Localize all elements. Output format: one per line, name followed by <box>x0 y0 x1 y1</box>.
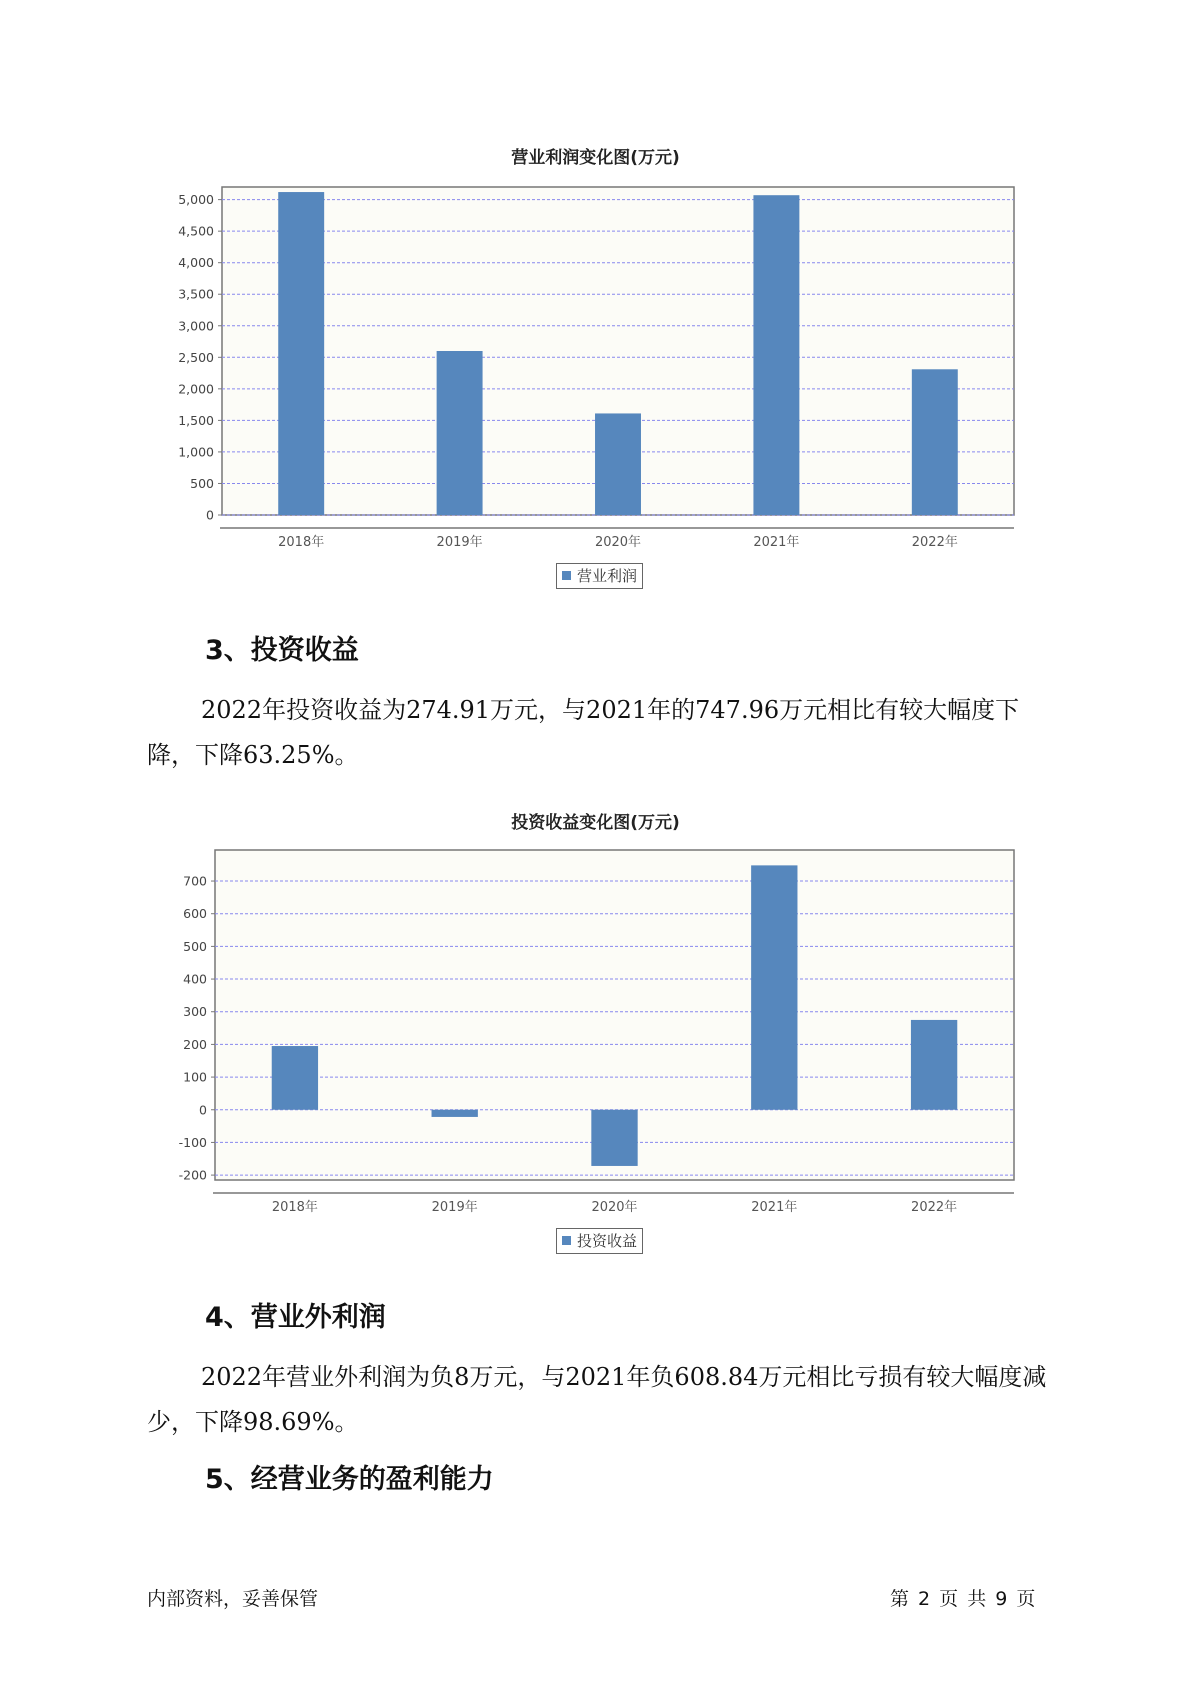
x-tick-label: 2021年 <box>753 535 800 550</box>
chart2-legend <box>556 1228 643 1254</box>
y-tick-label: 500 <box>190 475 214 491</box>
y-tick-label: 300 <box>183 1004 207 1020</box>
bar-2022年 <box>911 1020 957 1110</box>
x-tick-label: 2019年 <box>436 535 483 550</box>
x-tick-label: 2019年 <box>431 1200 478 1215</box>
y-tick-label: 2,000 <box>178 381 214 397</box>
bar-2020年 <box>591 1110 637 1166</box>
y-tick-label: -200 <box>178 1167 207 1183</box>
y-tick-label: 700 <box>183 873 207 889</box>
y-tick-label: 0 <box>199 1102 207 1118</box>
chart1-legend-label: 营业利润 <box>577 567 638 585</box>
y-tick-label: 1,500 <box>178 412 214 428</box>
y-tick-label: 1,000 <box>178 444 214 460</box>
bar-2019年 <box>437 351 483 515</box>
x-tick-label: 2018年 <box>271 1200 318 1215</box>
x-tick-label: 2022年 <box>911 1200 958 1215</box>
bar-2018年 <box>272 1046 318 1110</box>
y-tick-label: 200 <box>183 1036 207 1052</box>
y-tick-label: -100 <box>178 1134 207 1150</box>
y-tick-label: 3,000 <box>178 318 214 334</box>
chart1-title: 营业利润变化图(万元) <box>511 148 680 168</box>
x-tick-label: 2020年 <box>591 1200 638 1215</box>
chart2-title: 投资收益变化图(万元) <box>511 813 680 833</box>
legend-swatch-icon <box>562 571 571 580</box>
y-tick-label: 500 <box>183 938 207 954</box>
operating-profit-chart <box>0 160 1191 560</box>
y-tick-label: 2,500 <box>178 349 214 365</box>
section-4-paragraph: 2022年营业外利润为负8万元，与2021年负608.84万元相比亏损有较大幅度减少，下降98.69%。 <box>147 1363 1047 1436</box>
bar-2022年 <box>912 369 958 515</box>
y-tick-label: 400 <box>183 971 207 987</box>
x-tick-label: 2021年 <box>751 1200 798 1215</box>
y-tick-label: 3,500 <box>178 286 214 302</box>
y-tick-label: 600 <box>183 906 207 922</box>
x-tick-label: 2020年 <box>594 535 642 550</box>
y-tick-label: 5,000 <box>178 192 214 208</box>
section-3-paragraph: 2022年投资收益为274.91万元，与2021年的747.96万元相比有较大幅度下降，下降63.25%。 <box>147 696 1020 769</box>
section-4-heading: 4、营业外利润 <box>205 1302 386 1333</box>
section-3-heading: 3、投资收益 <box>205 635 359 666</box>
y-tick-label: 4,000 <box>178 255 214 271</box>
chart1-legend <box>556 563 643 589</box>
bar-2021年 <box>753 195 799 515</box>
y-tick-label: 0 <box>206 507 214 523</box>
chart2-legend-label: 投资收益 <box>577 1232 638 1250</box>
investment-income-chart <box>0 825 1191 1225</box>
x-tick-label: 2018年 <box>278 535 325 550</box>
x-tick-label: 2022年 <box>911 535 958 550</box>
y-tick-label: 100 <box>183 1069 207 1085</box>
y-tick-label: 4,500 <box>178 223 214 239</box>
legend-swatch-icon <box>562 1236 571 1245</box>
bar-2018年 <box>278 192 324 515</box>
section-5-heading: 5、经营业务的盈利能力 <box>205 1464 494 1495</box>
bar-2020年 <box>595 413 641 515</box>
bar-2019年 <box>432 1110 478 1117</box>
footer-confidential-note: 内部资料，妥善保管 <box>147 1588 319 1610</box>
footer-page-number: 第 2 页 共 9 页 <box>890 1588 1036 1610</box>
bar-2021年 <box>751 865 797 1109</box>
